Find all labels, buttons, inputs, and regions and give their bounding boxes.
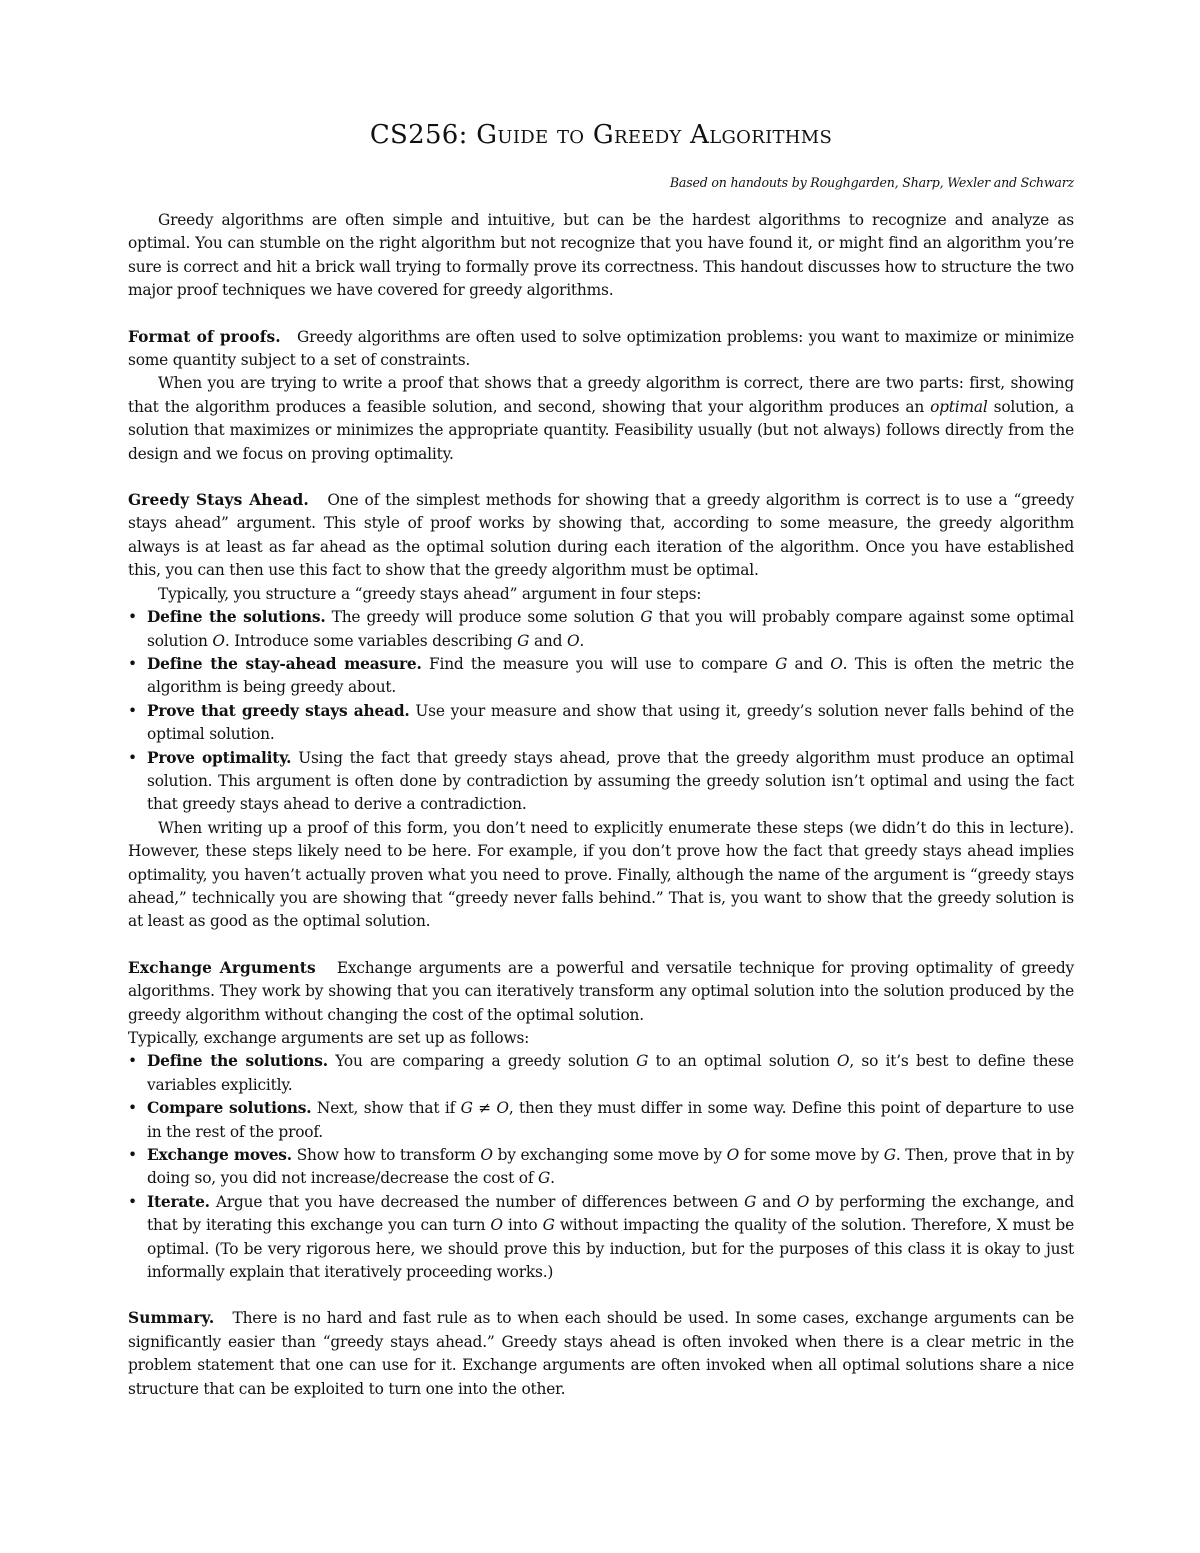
list-item: • Prove optimality. Using the fact that greedy stays ahead, prove that the greedy algorithm must produce an optimal solution. This argument is often done by contradiction by assuming the greedy solution isn’t optimal and using the fact that greedy stays ahead to derive a contradiction. xyxy=(128,747,1074,817)
list-item: • Prove that greedy stays ahead. Use your measure and show that using it, greedy’s solution never falls behind of the optimal solution. xyxy=(128,700,1074,747)
list-item: • Compare solutions. Next, show that if G ≠ O, then they must differ in some way. Define this point of departure to use in the rest of the proof. xyxy=(128,1097,1074,1144)
section-heading-summary: Summary. xyxy=(128,1309,215,1328)
ahead-closing-paragraph: When writing up a proof of this form, you don’t need to explicitly enumerate these steps (we didn’t do this in lecture). However, these steps likely need to be here. For example, if you don’t prove how the fact that greedy stays ahead implies optimality, you haven’t actually proven what you need to prove. Finally, although the name of the argument is “greedy stays ahead,” technically you are showing that “greedy never falls behind.” That is, you want to show that the greedy solution is at least as good as the optimal solution. xyxy=(128,818,1074,931)
exchange-paragraph: Exchange Arguments Exchange arguments are a powerful and versatile technique for proving optimality of greedy algorithms. They work by showing that you can iteratively transform any optimal solution into the solution produced by the greedy algorithm without changing the cost of the optimal solution. xyxy=(128,958,1074,1024)
section-heading-format: Format of proofs. xyxy=(128,327,281,346)
document-title: CS256: Guide to Greedy Algorithms xyxy=(369,120,833,150)
document-body xyxy=(128,118,1074,1401)
format-paragraph: Format of proofs. Greedy algorithms are often used to solve optimization problems: you want to maximize or minimize some quantity subject to a set of constraints. xyxy=(128,327,1075,370)
section-heading-ahead: Greedy Stays Ahead. xyxy=(128,491,309,510)
exchange-steps-list xyxy=(128,1050,1074,1284)
ahead-steps-list xyxy=(128,606,1074,817)
intro-paragraph: Greedy algorithms are often simple and intuitive, but can be the hardest algorithms to recognize and analyze as optimal. You can stumble on the right algorithm but not recognize that you have found it, or might find an algorithm you’re sure is correct and hit a brick wall trying to formally prove its correctness. This handout discusses how to structure the two major proof techniques we have covered for greedy algorithms. xyxy=(128,211,1074,300)
section-heading-exchange: Exchange Arguments xyxy=(128,958,316,977)
byline: Based on handouts by Roughgarden, Sharp, Wexler and Schwarz xyxy=(669,175,1074,190)
list-item: • Define the solutions. You are comparing a greedy solution G to an optimal solution O, so it’s best to define these variables explicitly. xyxy=(128,1050,1074,1097)
ahead-paragraph: Greedy Stays Ahead. One of the simplest methods for showing that a greedy algorithm is correct is to use a “greedy stays ahead” argument. This style of proof works by showing that, according to some measure, the greedy algorithm always is at least as far ahead as the optimal solution during each iteration of the algorithm. Once you have established this, you can then use this fact to show that the greedy algorithm must be optimal. xyxy=(128,491,1074,580)
exchange-intro-steps: Typically, exchange arguments are set up as follows: xyxy=(128,1029,530,1047)
summary-paragraph: Summary. There is no hard and fast rule as to when each should be used. In some cases, exchange arguments can be significantly easier than “greedy stays ahead.” Greedy stays ahead is often invoked when there is a clear metric in the problem statement that one can use for it. Exchange arguments are often invoked when all optimal solutions share a nice structure that can be exploited to turn one into the other. xyxy=(128,1309,1074,1398)
format-paragraph-2: When you are trying to write a proof that shows that a greedy algorithm is correct, there are two parts: first, showing that the algorithm produces a feasible solution, and second, showing that your algorithm produces an optimal solution, a solution that maximizes or minimizes the appropriate quantity. Feasibility usually (but not always) follows directly from the design and we focus on proving optimality. xyxy=(128,374,1075,463)
list-item: • Define the stay-ahead measure. Find the measure you will use to compare G and O. This is often the metric the algorithm is being greedy about. xyxy=(128,653,1074,700)
ahead-intro-steps: Typically, you structure a “greedy stays ahead” argument in four steps: xyxy=(158,584,702,603)
list-item: • Exchange moves. Show how to transform O by exchanging some move by O for some move by G. Then, prove that in by doing so, you did not increase/decrease the cost of G. xyxy=(128,1144,1074,1191)
list-item: • Define the solutions. The greedy will produce some solution G that you will probably compare against some optimal solution O. Introduce some variables describing G and O. xyxy=(128,606,1074,653)
list-item: • Iterate. Argue that you have decreased the number of differences between G and O by performing the exchange, and that by iterating this exchange you can turn O into G without impacting the quality of the solution. Therefore, X must be optimal. (To be very rigorous here, we should prove this by induction, but for the purposes of this class it is okay to just informally explain that iteratively proceeding works.) xyxy=(128,1191,1074,1285)
